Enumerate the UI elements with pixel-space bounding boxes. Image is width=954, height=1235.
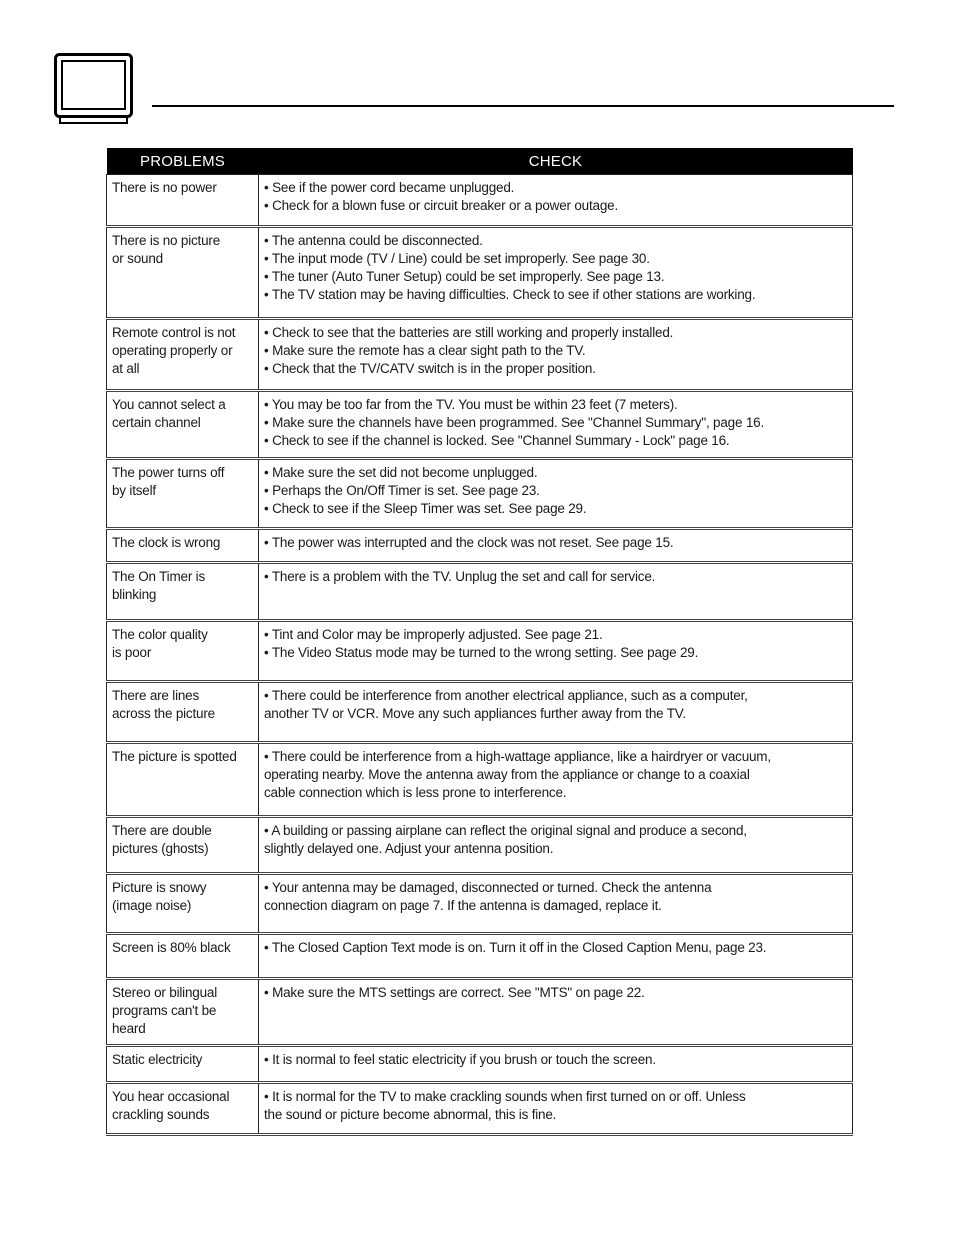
check-cell [259, 874, 853, 934]
check-cell [259, 391, 853, 459]
problem-cell: Screen is 80% black [107, 934, 259, 979]
check-item: another TV or VCR. Move any such appliances further away from the TV. [264, 706, 686, 721]
check-item: • The TV station may be having difficulties. Check to see if other stations are working. [264, 287, 756, 302]
check-cell [259, 1046, 853, 1083]
problem-cell: The clock is wrong [107, 529, 259, 563]
table-row [107, 817, 853, 874]
table-row [107, 227, 853, 319]
check-item: • The input mode (TV / Line) could be set improperly. See page 30. [264, 251, 650, 266]
table-row [107, 563, 853, 621]
check-cell [259, 621, 853, 682]
check-cell [259, 1083, 853, 1135]
check-item: • It is normal to feel static electricity if you brush or touch the screen. [264, 1052, 656, 1067]
check-item: • Check for a blown fuse or circuit breaker or a power outage. [264, 198, 619, 213]
check-item: • You may be too far from the TV. You must be within 23 feet (7 meters). [264, 397, 678, 412]
check-item: • The antenna could be disconnected. [264, 233, 483, 248]
check-item: • There could be interference from another electrical appliance, such as a computer, [264, 688, 748, 703]
check-item: • Check to see that the batteries are still working and properly installed. [264, 325, 674, 340]
check-item: • Check that the TV/CATV switch is in the proper position. [264, 361, 596, 376]
problem-cell: There are double pictures (ghosts) [107, 817, 259, 874]
table-row [107, 743, 853, 817]
check-item: • Perhaps the On/Off Timer is set. See page 23. [264, 483, 540, 498]
check-item: slightly delayed one. Adjust your antenna position. [264, 841, 554, 856]
check-cell [259, 817, 853, 874]
check-cell [259, 459, 853, 529]
check-cell [259, 682, 853, 743]
problem-cell: The color quality is poor [107, 621, 259, 682]
check-item: • There could be interference from a high-wattage appliance, like a hairdryer or vacuum, [264, 749, 771, 764]
table-row [107, 459, 853, 529]
table-row [107, 319, 853, 391]
table-header-row [107, 148, 853, 175]
check-cell [259, 319, 853, 391]
table-row [107, 1083, 853, 1135]
check-item: • Tint and Color may be improperly adjusted. See page 21. [264, 627, 603, 642]
check-cell [259, 175, 853, 227]
table-row [107, 1046, 853, 1083]
check-item: • A building or passing airplane can reflect the original signal and produce a second, [264, 823, 747, 838]
problem-cell: There is no picture or sound [107, 227, 259, 319]
tv-icon [54, 53, 134, 125]
problem-cell: Remote control is not operating properly or at all [107, 319, 259, 391]
problem-cell: Picture is snowy (image noise) [107, 874, 259, 934]
check-cell [259, 934, 853, 979]
table-row [107, 621, 853, 682]
problem-cell: Stereo or bilingual programs can't be heard [107, 979, 259, 1046]
check-item: • Your antenna may be damaged, disconnected or turned. Check the antenna [264, 880, 712, 895]
problem-cell: The On Timer is blinking [107, 563, 259, 621]
check-cell [259, 529, 853, 563]
table-row [107, 934, 853, 979]
check-item: • See if the power cord became unplugged. [264, 180, 515, 195]
problems-header: PROBLEMS [107, 148, 259, 175]
check-header: CHECK [259, 148, 853, 175]
check-item: the sound or picture become abnormal, this is fine. [264, 1107, 557, 1122]
check-item: • There is a problem with the TV. Unplug the set and call for service. [264, 569, 656, 584]
check-item: • Check to see if the channel is locked. See "Channel Summary - Lock" page 16. [264, 433, 730, 448]
check-item: operating nearby. Move the antenna away from the appliance or change to a coaxial [264, 767, 750, 782]
check-item: • The tuner (Auto Tuner Setup) could be set improperly. See page 13. [264, 269, 665, 284]
header-rule [152, 105, 894, 107]
check-cell [259, 743, 853, 817]
table-row [107, 979, 853, 1046]
check-item: • Make sure the remote has a clear sight path to the TV. [264, 343, 586, 358]
troubleshooting-table [106, 148, 852, 1136]
check-cell [259, 227, 853, 319]
table-row [107, 682, 853, 743]
table-row [107, 529, 853, 563]
check-cell [259, 979, 853, 1046]
check-item: connection diagram on page 7. If the antenna is damaged, replace it. [264, 898, 662, 913]
check-item: • The Video Status mode may be turned to the wrong setting. See page 29. [264, 645, 699, 660]
check-item: • It is normal for the TV to make crackling sounds when first turned on or off. Unless [264, 1089, 746, 1104]
problem-cell: There is no power [107, 175, 259, 227]
check-item: cable connection which is less prone to interference. [264, 785, 567, 800]
problem-cell: The power turns off by itself [107, 459, 259, 529]
table-row [107, 175, 853, 227]
check-item: • Make sure the set did not become unplugged. [264, 465, 538, 480]
problem-cell: Static electricity [107, 1046, 259, 1083]
check-item: • Make sure the MTS settings are correct. See "MTS" on page 22. [264, 985, 645, 1000]
table-row [107, 391, 853, 459]
problem-cell: The picture is spotted [107, 743, 259, 817]
check-cell [259, 563, 853, 621]
check-item: • The Closed Caption Text mode is on. Turn it off in the Closed Caption Menu, page 23. [264, 940, 767, 955]
problem-cell: You cannot select a certain channel [107, 391, 259, 459]
check-item: • The power was interrupted and the clock was not reset. See page 15. [264, 535, 674, 550]
check-item: • Check to see if the Sleep Timer was set. See page 29. [264, 501, 587, 516]
problem-cell: You hear occasional crackling sounds [107, 1083, 259, 1135]
problem-cell: There are lines across the picture [107, 682, 259, 743]
check-item: • Make sure the channels have been programmed. See "Channel Summary", page 16. [264, 415, 765, 430]
table-row [107, 874, 853, 934]
